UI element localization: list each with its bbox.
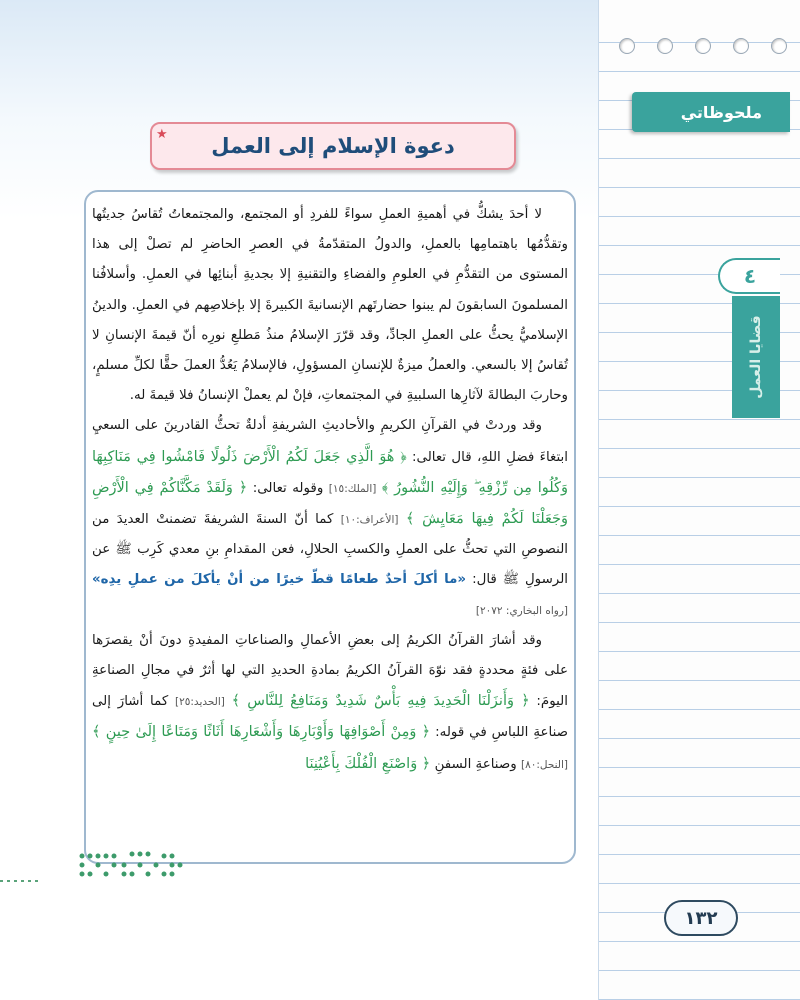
decorative-dots-logo xyxy=(76,848,186,882)
verse-reference: [الحديد:٢٥] xyxy=(175,696,225,709)
paragraph-text: لا أحدَ يشكُّ في أهميةِ العملِ سواءً للفردِ أو المجتمع، والمجتمعاتُ تُقاسُ جديتُها وتقدُّمُها باهتمامِها بالعملِ، والدولُ المتقدّمةُ في العصرِ الحاضرِ لم تصلْ إلى هذا المستوى من التقدُّمِ في العلومِ والفضاءِ والتقنيةِ إلا بجديةِ أبنائِها في العملِ. وأسلافُنا المسلمونَ السابقونَ لم يبنوا حضارتَهم الإنسانيةَ الكبيرةَ إلا بإخلاصِهم في العملِ. والدينُ الإسلاميُّ يحثُّ على العملِ الجادِّ، وقد قرّرَ الإسلامُ منذُ مَطلعِ نورِه أنّ قيمةَ الإنسانِ لا تُقاسُ إلا بالسعي. والعملُ ميزةٌ للإنسانِ المسؤولِ، فالإسلامُ يَعُدُّ العملَ حقًّا لكلِّ مسلمٍ، وحاربَ البطالةَ لآثارِها السلبيةِ في المجتمعاتِ، فإنْ لم يعملْ الإنسانُ فلا قيمةَ له. xyxy=(92,207,568,404)
quran-verse: ﴿ وَلَقَدْ مَكَّنَّاكُمْ فِي الْأَرْضِ وَجَعَلْنَا لَكُمْ فِيهَا مَعَايِشَ ﴾ xyxy=(92,479,568,528)
lesson-title-box xyxy=(150,122,516,170)
paragraph-text: وقد أشارَ القرآنُ الكريمُ إلى بعضِ الأعمالِ والصناعاتِ المفيدةِ دونَ أنْ يقصرَها على فئةٍ محددةٍ فقد نوّهَ القرآنُ الكريمُ بمادةِ الحديدِ التي لها أثرٌ في مجالِ الصناعةِ اليومَ: xyxy=(92,632,568,710)
binder-hole xyxy=(733,38,749,54)
quran-verse: ﴿ وَمِنْ أَصْوَافِهَا وَأَوْبَارِهَا وَأَشْعَارِهَا أَثَاثًا وَمَتَاعًا إِلَىٰ حِينٍ ﴾ xyxy=(92,724,431,741)
paragraph-3 xyxy=(92,626,568,780)
paragraph-2 xyxy=(92,411,568,625)
binder-holes xyxy=(619,38,800,54)
notes-tab-label: ملحوظاتي xyxy=(680,102,762,122)
hadith-text: «ما أكلَ أحدٌ طعامًا قطّ خيرًا من أنْ يأكلَ من عملِ يدِه» xyxy=(92,572,467,588)
paragraph-text: وقوله تعالى: xyxy=(252,480,324,496)
chapter-side-tab xyxy=(732,296,780,418)
hadith-reference: [رواه البخاري: ٢٠٧٢] xyxy=(475,604,568,617)
notes-tab xyxy=(632,92,790,132)
chapter-number xyxy=(718,258,780,294)
chapter-side-label: قضايا العمل xyxy=(748,315,764,399)
quran-verse: ﴿ وَأَنزَلْنَا الْحَدِيدَ فِيهِ بَأْسٌ شَدِيدٌ وَمَنَافِعُ لِلنَّاسِ ﴾ xyxy=(231,693,530,710)
lesson-title: دعوة الإسلام إلى العمل xyxy=(211,134,455,158)
paragraph-text: كما أشارَ إلى صناعةِ اللباسِ في قوله: xyxy=(92,694,569,741)
binder-hole xyxy=(695,38,711,54)
verse-reference: [الملك:١٥] xyxy=(328,482,377,495)
star-icon: ★ xyxy=(156,127,168,142)
page-number-text: ١٣٢ xyxy=(684,907,718,929)
paragraph-1 xyxy=(92,200,568,411)
paragraph-text: وصناعةِ السفنِ xyxy=(434,756,517,772)
quran-verse: ﴿ هُوَ الَّذِي جَعَلَ لَكُمُ الْأَرْضَ ذَلُولًا فَامْشُوا فِي مَنَاكِبِهَا وَكُلُوا مِن رِّزْقِهِ ۖ وَإِلَيْهِ النُّشُورُ ﴾ xyxy=(92,448,568,496)
binder-hole xyxy=(619,38,635,54)
page-number xyxy=(664,900,738,936)
lesson-body xyxy=(92,200,568,780)
paragraph-text: كما أنّ السنةَ الشريفةَ تضمنتْ العديدَ من النصوصِ التي تحثُّ على العملِ والكسبِ الحلالِ، فعن المقدامِ بنِ معدي كَرِب ﷺ عن الرسولِ ﷺ قال: xyxy=(92,512,568,588)
chapter-number-text: ٤ xyxy=(743,264,757,288)
notes-notebook xyxy=(598,0,800,1000)
paragraph-text: وقد وردتْ في القرآنِ الكريمِ والأحاديثِ الشريفةِ أدلةٌ تحثُّ القادرينَ على السعيِ ابتغاءَ فضلِ اللهِ، قال تعالى: xyxy=(92,418,568,465)
quran-verse: ﴿ وَاصْنَعِ الْفُلْكَ بِأَعْيُنِنَا xyxy=(305,755,431,772)
binder-hole xyxy=(771,38,787,54)
verse-reference: [الأعراف:١٠] xyxy=(340,514,399,527)
decorative-dashed-line xyxy=(0,880,40,882)
verse-reference: [النحل:٨٠] xyxy=(520,758,568,771)
binder-hole xyxy=(657,38,673,54)
